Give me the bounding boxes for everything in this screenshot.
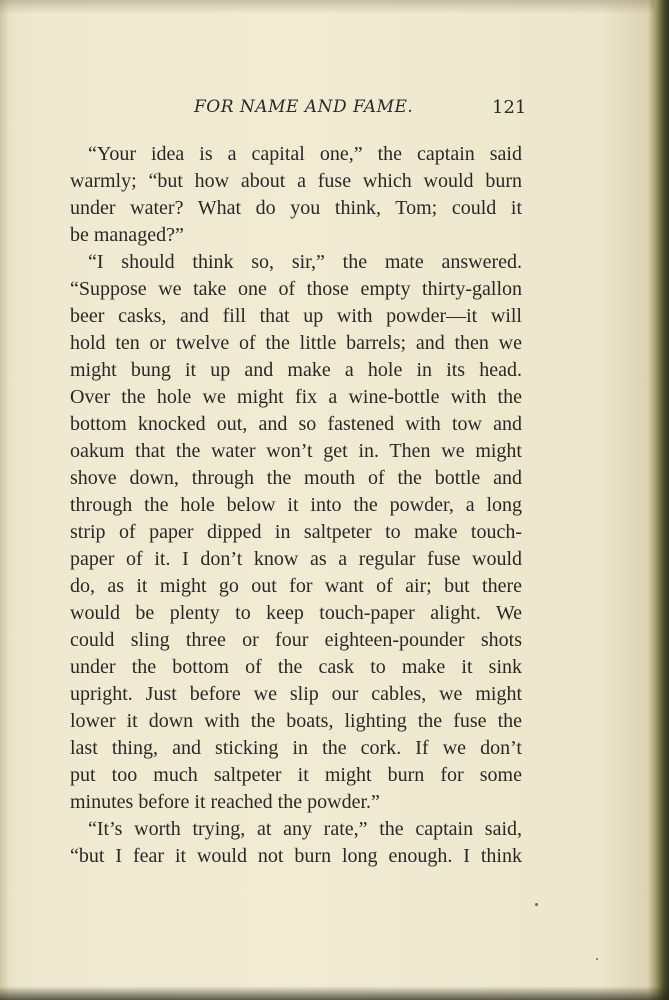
page-bottom-shadow (0, 986, 669, 1000)
text-line: “but I fear it would not burn long enough. I think (70, 845, 522, 867)
text-line: hold ten or twelve of the little barrels; and then we (70, 332, 522, 354)
text-line: beer casks, and fill that up with powder—it will (70, 305, 522, 327)
body-text (70, 141, 522, 870)
text-line: under water? What do you think, Tom; could it (70, 197, 522, 219)
page-number: 121 (492, 97, 527, 118)
text-line: through the hole below it into the powder, a long (70, 494, 522, 516)
text-line: put too much saltpeter it might burn for some (70, 764, 522, 786)
text-line: upright. Just before we slip our cables, we might (70, 683, 522, 705)
text-line: shove down, through the mouth of the bottle and (70, 467, 522, 489)
text-line: lower it down with the boats, lighting the fuse the (70, 710, 522, 732)
text-line: “It’s worth trying, at any rate,” the captain said, (88, 818, 522, 840)
text-line: could sling three or four eighteen-pounder shots (70, 629, 522, 651)
text-line: be managed?” (70, 224, 184, 246)
text-line: would be plenty to keep touch-paper alight. We (70, 602, 522, 624)
running-head (0, 97, 669, 127)
paper-speck (535, 903, 538, 906)
page-top-shadow (0, 0, 669, 14)
text-line: “I should think so, sir,” the mate answered. (88, 251, 522, 273)
book-spine-edge (655, 0, 669, 1000)
text-line: might bung it up and make a hole in its head. (70, 359, 522, 381)
text-line: oakum that the water won’t get in. Then we might (70, 440, 522, 462)
text-line: “Your idea is a capital one,” the captain said (88, 143, 522, 165)
text-line: “Suppose we take one of those empty thirty-gallon (70, 278, 522, 300)
paper-speck (596, 958, 598, 960)
text-line: minutes before it reached the powder.” (70, 791, 380, 813)
text-line: paper of it. I don’t know as a regular fuse would (70, 548, 522, 570)
text-line: warmly; “but how about a fuse which would burn (70, 170, 522, 192)
text-line: under the bottom of the cask to make it sink (70, 656, 522, 678)
text-line: do, as it might go out for want of air; but there (70, 575, 522, 597)
running-title: FOR NAME AND FAME. (194, 97, 414, 117)
text-line: bottom knocked out, and so fastened with tow and (70, 413, 522, 435)
text-line: last thing, and sticking in the cork. If we don’t (70, 737, 522, 759)
text-line: Over the hole we might fix a wine-bottle with the (70, 386, 522, 408)
text-line: strip of paper dipped in saltpeter to make touch- (70, 521, 522, 543)
